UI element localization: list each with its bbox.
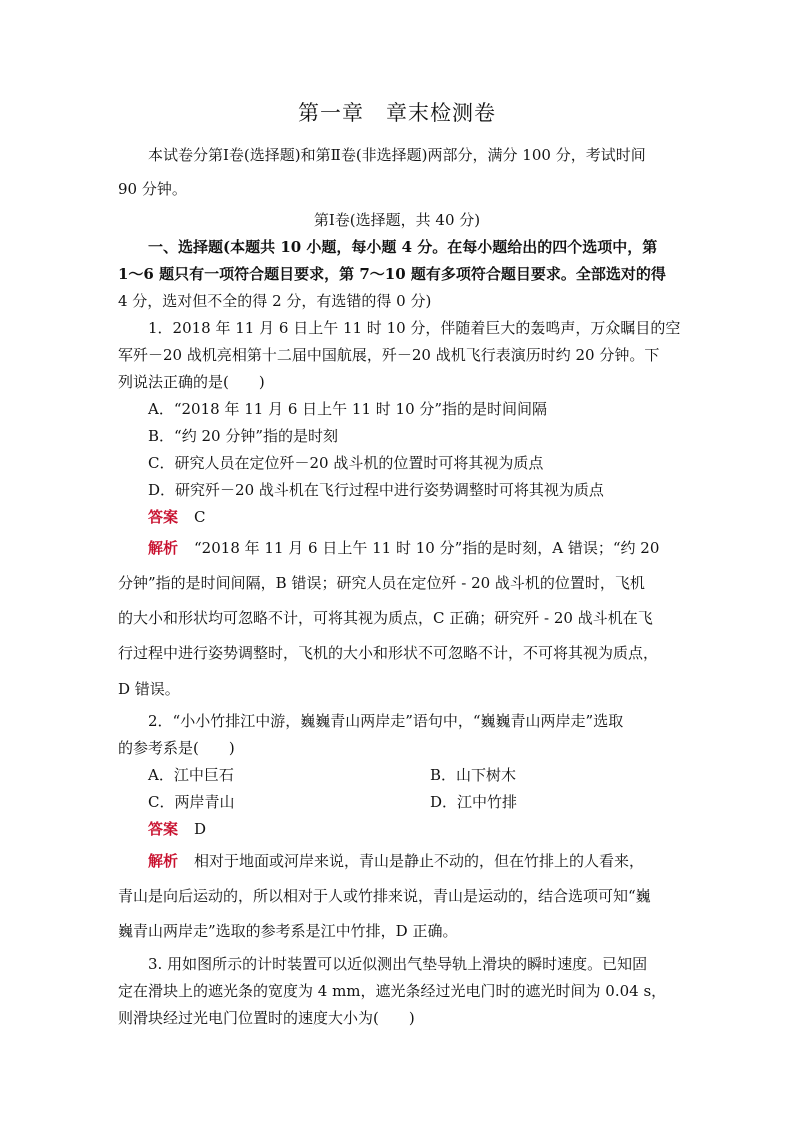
intro-line-1: 本试卷分第Ⅰ卷(选择题)和第Ⅱ卷(非选择题)两部分，满分 100 分，考试时间 — [148, 146, 646, 164]
q1-answer — [148, 508, 206, 526]
q1-option-a: A．“2018 年 11 月 6 日上午 11 时 10 分”指的是时间间隔 — [148, 400, 548, 418]
q1-analysis-3: 的大小和形状均可忽略不计，可将其视为质点，C 正确；研究歼 - 20 战斗机在飞 — [118, 609, 653, 627]
intro-line-2: 90 分钟。 — [118, 180, 187, 198]
q3-stem-2: 定在滑块上的遮光条的宽度为 4 mm，遮光条经过光电门时的遮光时间为 0.04 s， — [118, 982, 667, 1000]
q2-option-d: D．江中竹排 — [430, 793, 518, 811]
q2-analysis-3: 巍青山两岸走”选取的参考系是江中竹排，D 正确。 — [118, 922, 458, 940]
q1-stem-3: 列说法正确的是( ) — [118, 373, 265, 391]
q3-stem-1: 3. 用如图所示的计时装置可以近似测出气垫导轨上滑块的瞬时速度。已知固 — [148, 955, 648, 973]
analysis-label: 解析 — [148, 852, 179, 870]
q2-stem-2: 的参考系是( ) — [118, 739, 235, 757]
instructions-line-3: 4 分，选对但不全的得 2 分，有选错的得 0 分) — [118, 292, 432, 310]
instructions-line-1: 一、选择题(本题共 10 小题，每小题 4 分。在每小题给出的四个选项中，第 — [148, 238, 658, 256]
q2-option-a: A．江中巨石 — [148, 766, 234, 784]
page-title: 第一章 章末检测卷 — [298, 101, 496, 125]
q1-answer-value: C — [194, 508, 206, 526]
q1-option-d: D．研究歼－20 战斗机在飞行过程中进行姿势调整时可将其视为质点 — [148, 481, 604, 499]
q2-answer-value: D — [194, 820, 207, 838]
q2-analysis-2: 青山是向后运动的，所以相对于人或竹排来说，青山是运动的，结合选项可知“巍 — [118, 887, 651, 905]
q3-stem-3: 则滑块经过光电门位置时的速度大小为( ) — [118, 1009, 415, 1027]
q2-analysis-1 — [148, 852, 644, 870]
answer-label: 答案 — [148, 508, 179, 526]
q1-analysis-5: D 错误。 — [118, 680, 180, 698]
section-heading: 第Ⅰ卷(选择题，共 40 分) — [313, 211, 481, 229]
q2-analysis-text-1: 相对于地面或河岸来说，青山是静止不动的，但在竹排上的人看来， — [194, 852, 645, 870]
q2-answer — [148, 820, 206, 838]
answer-label: 答案 — [148, 820, 179, 838]
q2-option-c: C．两岸青山 — [148, 793, 235, 811]
analysis-label: 解析 — [148, 539, 179, 557]
q1-option-b: B．“约 20 分钟”指的是时刻 — [148, 427, 338, 445]
instructions-line-2: 1～6 题只有一项符合题目要求，第 7～10 题有多项符合题目要求。全部选对的得 — [118, 265, 666, 283]
q2-option-b: B．山下树木 — [430, 766, 517, 784]
q1-analysis-4: 行过程中进行姿势调整时，飞机的大小和形状不可忽略不计，不可将其视为质点， — [118, 644, 659, 662]
q1-option-c: C．研究人员在定位歼－20 战斗机的位置时可将其视为质点 — [148, 454, 544, 472]
q1-stem-1: 1．2018 年 11 月 6 日上午 11 时 10 分，伴随着巨大的轰鸣声，万众瞩目的空 — [148, 319, 681, 337]
q2-stem-1: 2．“小小竹排江中游，巍巍青山两岸走”语句中，“巍巍青山两岸走”选取 — [148, 712, 624, 730]
q1-analysis-2: 分钟”指的是时间间隔，B 错误；研究人员在定位歼 - 20 战斗机的位置时，飞机 — [118, 574, 645, 592]
q1-stem-2: 军歼－20 战机亮相第十二届中国航展，歼－20 战机飞行表演历时约 20 分钟。下 — [118, 346, 660, 364]
q1-analysis-1 — [148, 539, 659, 557]
q1-analysis-text-1: “2018 年 11 月 6 日上午 11 时 10 分”指的是时刻，A 错误；“约 20 — [194, 539, 660, 557]
